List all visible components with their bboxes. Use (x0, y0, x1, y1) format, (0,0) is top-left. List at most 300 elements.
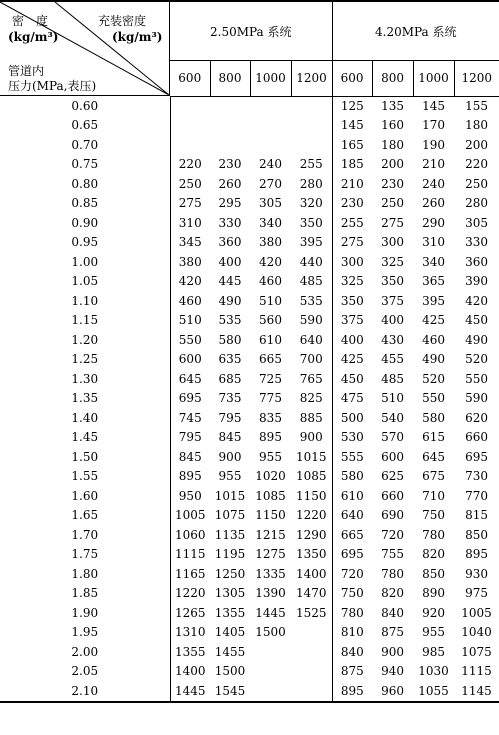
value-cell: 520 (465, 352, 488, 367)
value-cell: 730 (465, 469, 488, 484)
pressure-cell: 0.70 (0, 136, 170, 156)
value-cell (210, 116, 250, 136)
value-cell: 490 (422, 352, 445, 367)
value-cell: 250 (178, 176, 202, 191)
value-cell: 510 (259, 293, 282, 308)
value-cell: 750 (422, 508, 445, 523)
value-cell: 325 (381, 254, 404, 269)
value-cell: 955 (259, 449, 282, 464)
value-cell: 210 (422, 157, 445, 172)
value-cell: 400 (340, 332, 364, 347)
value-cell: 250 (381, 196, 404, 211)
value-cell: 1525 (291, 604, 332, 624)
group-header-4-20mpa: 4.20MPa 系统 (332, 1, 499, 61)
density-column-header: 600 (332, 61, 372, 96)
pressure-cell: 2.10 (0, 682, 170, 703)
pressure-cell: 0.60 (0, 96, 170, 116)
value-cell: 1400 (291, 565, 332, 585)
value-cell: 620 (465, 410, 488, 425)
pressure-cell: 2.00 (0, 643, 170, 663)
value-cell: 710 (422, 488, 445, 503)
value-cell: 1075 (461, 644, 492, 659)
value-cell: 695 (465, 449, 488, 464)
value-cell: 590 (291, 311, 332, 331)
value-cell: 675 (422, 469, 445, 484)
value-cell: 1150 (255, 508, 286, 523)
value-cell (250, 116, 291, 136)
value-cell: 850 (422, 566, 445, 581)
value-cell: 395 (291, 233, 332, 253)
value-cell (210, 96, 250, 116)
value-cell: 570 (381, 430, 404, 445)
value-cell: 305 (465, 215, 488, 230)
value-cell: 145 (422, 98, 445, 113)
value-cell (291, 136, 332, 156)
value-cell: 510 (381, 391, 404, 406)
value-cell (170, 136, 210, 156)
value-cell: 795 (178, 430, 202, 445)
value-cell (250, 682, 291, 703)
value-cell: 550 (422, 391, 445, 406)
pipe-label: 管道内 (8, 64, 45, 78)
value-cell: 1250 (214, 566, 246, 581)
value-cell: 400 (218, 254, 242, 269)
value-cell: 455 (381, 352, 404, 367)
value-cell: 1445 (255, 605, 286, 620)
value-cell: 600 (178, 352, 202, 367)
value-cell: 900 (291, 428, 332, 448)
value-cell: 440 (291, 253, 332, 273)
value-cell: 1215 (255, 527, 286, 542)
pressure-cell: 1.60 (0, 487, 170, 507)
value-cell: 720 (340, 566, 364, 581)
value-cell: 290 (422, 215, 445, 230)
density-column-header: 1200 (454, 61, 499, 96)
table-row (0, 467, 499, 487)
value-cell: 815 (465, 508, 488, 523)
value-cell: 580 (218, 332, 242, 347)
value-cell: 420 (465, 293, 488, 308)
value-cell: 635 (218, 352, 242, 367)
value-cell: 485 (381, 371, 404, 386)
value-cell: 1305 (214, 586, 246, 601)
value-cell: 375 (381, 293, 404, 308)
value-cell: 490 (465, 332, 488, 347)
value-cell: 1115 (461, 664, 492, 679)
value-cell: 810 (340, 625, 364, 640)
pressure-cell: 1.70 (0, 526, 170, 546)
table-row (0, 311, 499, 331)
value-cell: 780 (422, 527, 445, 542)
value-cell: 210 (340, 176, 364, 191)
value-cell: 1220 (291, 506, 332, 526)
table-row (0, 370, 499, 390)
density-column-header: 800 (210, 61, 250, 96)
value-cell: 325 (340, 274, 364, 289)
fill-density-label: 充装密度 (98, 14, 147, 28)
pressure-cell: 0.80 (0, 175, 170, 195)
pressure-cell: 1.95 (0, 623, 170, 643)
density-label: 密 度 (12, 14, 49, 28)
table-row (0, 214, 499, 234)
value-cell: 975 (465, 586, 488, 601)
value-cell: 160 (381, 118, 404, 133)
value-cell: 1500 (214, 664, 246, 679)
value-cell: 200 (381, 157, 404, 172)
value-cell: 500 (340, 410, 364, 425)
fill-density-unit: (kg/m³) (112, 30, 163, 44)
value-cell: 985 (422, 644, 445, 659)
value-cell: 930 (465, 566, 488, 581)
value-cell: 220 (465, 157, 488, 172)
value-cell: 1085 (291, 467, 332, 487)
value-cell: 780 (381, 566, 404, 581)
value-cell: 460 (259, 274, 282, 289)
value-cell: 615 (422, 430, 445, 445)
value-cell: 1150 (291, 487, 332, 507)
value-cell: 260 (218, 176, 242, 191)
value-cell: 310 (422, 235, 445, 250)
table-row (0, 448, 499, 468)
table-row (0, 662, 499, 682)
value-cell: 1005 (174, 508, 206, 523)
value-cell: 780 (340, 605, 364, 620)
value-cell: 950 (178, 488, 202, 503)
table-row (0, 506, 499, 526)
value-cell: 875 (381, 625, 404, 640)
value-cell: 510 (178, 313, 202, 328)
value-cell (250, 643, 291, 663)
pressure-label: 压力(MPa,表压) (8, 79, 97, 93)
value-cell: 460 (422, 332, 445, 347)
pressure-cell: 1.00 (0, 253, 170, 273)
value-cell: 665 (340, 527, 364, 542)
value-cell: 895 (465, 547, 488, 562)
value-cell: 535 (218, 313, 242, 328)
value-cell: 610 (259, 332, 282, 347)
value-cell: 1085 (255, 488, 286, 503)
value-cell: 550 (178, 332, 202, 347)
value-cell (291, 682, 332, 703)
value-cell: 690 (381, 508, 404, 523)
value-cell: 360 (465, 254, 488, 269)
value-cell: 420 (178, 274, 202, 289)
value-cell: 685 (218, 371, 242, 386)
table-row (0, 604, 499, 624)
value-cell: 390 (465, 274, 488, 289)
value-cell: 1020 (255, 469, 286, 484)
value-cell: 770 (465, 488, 488, 503)
diagonal-header-cell (0, 1, 170, 96)
density-column-header: 1000 (250, 61, 291, 96)
value-cell: 825 (291, 389, 332, 409)
value-cell: 180 (465, 118, 488, 133)
pressure-cell: 1.10 (0, 292, 170, 312)
value-cell: 330 (465, 235, 488, 250)
value-cell: 340 (259, 215, 282, 230)
value-cell: 295 (218, 196, 242, 211)
group-header-2-50mpa: 2.50MPa 系统 (170, 1, 332, 61)
density-column-header: 600 (170, 61, 210, 96)
value-cell: 420 (259, 254, 282, 269)
value-cell: 340 (422, 254, 445, 269)
value-cell: 380 (259, 235, 282, 250)
value-cell: 125 (340, 98, 364, 113)
table-row (0, 116, 499, 136)
table-row (0, 584, 499, 604)
value-cell: 885 (291, 409, 332, 429)
value-cell: 645 (422, 449, 445, 464)
value-cell: 765 (291, 370, 332, 390)
value-cell: 1405 (214, 625, 246, 640)
value-cell: 835 (259, 410, 282, 425)
value-cell: 350 (381, 274, 404, 289)
value-cell: 665 (259, 352, 282, 367)
value-cell: 365 (422, 274, 445, 289)
value-cell: 180 (381, 137, 404, 152)
value-cell: 1455 (214, 644, 246, 659)
value-cell (250, 136, 291, 156)
pressure-cell: 1.75 (0, 545, 170, 565)
value-cell: 450 (340, 371, 364, 386)
value-cell: 755 (381, 547, 404, 562)
value-cell: 840 (381, 605, 404, 620)
value-cell: 560 (259, 313, 282, 328)
value-cell: 475 (340, 391, 364, 406)
value-cell: 625 (381, 469, 404, 484)
value-cell: 1195 (214, 547, 246, 562)
value-cell: 1040 (461, 625, 492, 640)
table-row (0, 487, 499, 507)
table-row (0, 409, 499, 429)
value-cell: 1220 (174, 586, 206, 601)
value-cell: 695 (178, 391, 202, 406)
value-cell: 255 (291, 155, 332, 175)
value-cell (250, 662, 291, 682)
value-cell: 1135 (214, 527, 246, 542)
density-column-header: 800 (372, 61, 413, 96)
value-cell: 255 (340, 215, 364, 230)
table-row (0, 96, 499, 116)
value-cell: 720 (381, 527, 404, 542)
value-cell: 795 (218, 410, 242, 425)
value-cell: 850 (465, 527, 488, 542)
value-cell: 430 (381, 332, 404, 347)
value-cell: 820 (381, 586, 404, 601)
value-cell: 920 (422, 605, 445, 620)
value-cell: 535 (291, 292, 332, 312)
value-cell: 940 (381, 664, 404, 679)
value-cell: 1275 (255, 547, 286, 562)
value-cell: 540 (381, 410, 404, 425)
value-cell: 445 (218, 274, 242, 289)
value-cell: 275 (340, 235, 364, 250)
value-cell: 165 (340, 137, 364, 152)
value-cell: 845 (218, 430, 242, 445)
value-cell: 220 (178, 157, 202, 172)
value-cell: 425 (422, 313, 445, 328)
value-cell: 1310 (174, 625, 206, 640)
table-row (0, 428, 499, 448)
value-cell: 640 (340, 508, 364, 523)
value-cell: 320 (291, 194, 332, 214)
value-cell: 350 (340, 293, 364, 308)
pressure-cell: 1.45 (0, 428, 170, 448)
value-cell: 900 (381, 644, 404, 659)
value-cell: 775 (259, 391, 282, 406)
table-row (0, 643, 499, 663)
table-row (0, 233, 499, 253)
value-cell: 275 (381, 215, 404, 230)
pressure-cell: 0.90 (0, 214, 170, 234)
value-cell: 360 (218, 235, 242, 250)
value-cell (210, 136, 250, 156)
value-cell: 485 (291, 272, 332, 292)
pressure-cell: 1.30 (0, 370, 170, 390)
value-cell: 395 (422, 293, 445, 308)
pressure-cell: 2.05 (0, 662, 170, 682)
value-cell: 425 (340, 352, 364, 367)
pressure-cell: 1.85 (0, 584, 170, 604)
pressure-cell: 1.40 (0, 409, 170, 429)
value-cell: 145 (340, 118, 364, 133)
value-cell: 1290 (291, 526, 332, 546)
value-cell: 260 (422, 196, 445, 211)
value-cell: 270 (259, 176, 282, 191)
value-cell: 1075 (214, 508, 246, 523)
value-cell: 275 (178, 196, 202, 211)
table-row (0, 565, 499, 585)
pressure-cell: 1.90 (0, 604, 170, 624)
value-cell: 695 (340, 547, 364, 562)
value-cell: 1005 (461, 605, 492, 620)
value-cell: 895 (259, 430, 282, 445)
value-cell: 280 (291, 175, 332, 195)
value-cell: 745 (178, 410, 202, 425)
value-cell (291, 116, 332, 136)
value-cell: 600 (381, 449, 404, 464)
value-cell: 955 (422, 625, 445, 640)
value-cell: 490 (218, 293, 242, 308)
value-cell: 820 (422, 547, 445, 562)
value-cell: 1470 (291, 584, 332, 604)
value-cell: 1030 (418, 664, 449, 679)
value-cell: 645 (178, 371, 202, 386)
pressure-cell: 1.80 (0, 565, 170, 585)
density-unit: (kg/m³) (8, 30, 59, 44)
value-cell: 300 (340, 254, 364, 269)
value-cell: 725 (259, 371, 282, 386)
value-cell: 190 (422, 137, 445, 152)
table-row (0, 623, 499, 643)
value-cell: 155 (465, 98, 488, 113)
value-cell: 350 (291, 214, 332, 234)
value-cell: 1015 (214, 488, 246, 503)
value-cell: 345 (178, 235, 202, 250)
density-column-header: 1200 (291, 61, 332, 96)
value-cell (291, 96, 332, 116)
value-cell (170, 96, 210, 116)
pressure-cell: 0.95 (0, 233, 170, 253)
value-cell: 900 (218, 449, 242, 464)
value-cell: 1355 (214, 605, 246, 620)
value-cell: 1545 (210, 682, 250, 703)
value-cell: 1015 (291, 448, 332, 468)
value-cell: 230 (218, 157, 242, 172)
value-cell: 530 (340, 430, 364, 445)
value-cell (291, 623, 332, 643)
value-cell: 300 (381, 235, 404, 250)
density-column-header: 1000 (413, 61, 454, 96)
value-cell: 1145 (454, 682, 499, 703)
value-cell: 1390 (255, 586, 286, 601)
value-cell: 185 (340, 157, 364, 172)
pressure-cell: 1.55 (0, 467, 170, 487)
pressure-cell: 1.25 (0, 350, 170, 370)
value-cell: 750 (340, 586, 364, 601)
table-row (0, 175, 499, 195)
value-cell: 1060 (174, 527, 206, 542)
value-cell: 280 (465, 196, 488, 211)
table-row (0, 682, 499, 703)
value-cell: 450 (465, 313, 488, 328)
value-cell: 580 (422, 410, 445, 425)
value-cell: 955 (218, 469, 242, 484)
value-cell: 230 (381, 176, 404, 191)
table-row (0, 545, 499, 565)
pressure-cell: 1.15 (0, 311, 170, 331)
value-cell: 330 (218, 215, 242, 230)
value-cell: 200 (465, 137, 488, 152)
value-cell: 875 (340, 664, 364, 679)
value-cell: 735 (218, 391, 242, 406)
value-cell: 890 (422, 586, 445, 601)
table-row (0, 253, 499, 273)
value-cell: 845 (178, 449, 202, 464)
pressure-cell: 1.35 (0, 389, 170, 409)
value-cell: 660 (465, 430, 488, 445)
value-cell (170, 116, 210, 136)
value-cell: 1445 (170, 682, 210, 703)
value-cell (250, 96, 291, 116)
table-row (0, 292, 499, 312)
pressure-cell: 1.65 (0, 506, 170, 526)
value-cell: 135 (381, 98, 404, 113)
value-cell: 460 (178, 293, 202, 308)
value-cell: 610 (340, 488, 364, 503)
table-row (0, 272, 499, 292)
value-cell: 1350 (291, 545, 332, 565)
value-cell: 310 (178, 215, 202, 230)
value-cell: 660 (381, 488, 404, 503)
table-row (0, 350, 499, 370)
value-cell: 960 (372, 682, 413, 703)
value-cell: 380 (178, 254, 202, 269)
value-cell: 895 (178, 469, 202, 484)
value-cell: 1335 (255, 566, 286, 581)
value-cell: 700 (291, 350, 332, 370)
value-cell: 640 (291, 331, 332, 351)
value-cell: 305 (259, 196, 282, 211)
value-cell: 400 (381, 313, 404, 328)
value-cell (291, 643, 332, 663)
value-cell: 375 (340, 313, 364, 328)
value-cell: 580 (340, 469, 364, 484)
value-cell: 555 (340, 449, 364, 464)
pressure-cell: 0.85 (0, 194, 170, 214)
table-row (0, 155, 499, 175)
value-cell: 240 (422, 176, 445, 191)
